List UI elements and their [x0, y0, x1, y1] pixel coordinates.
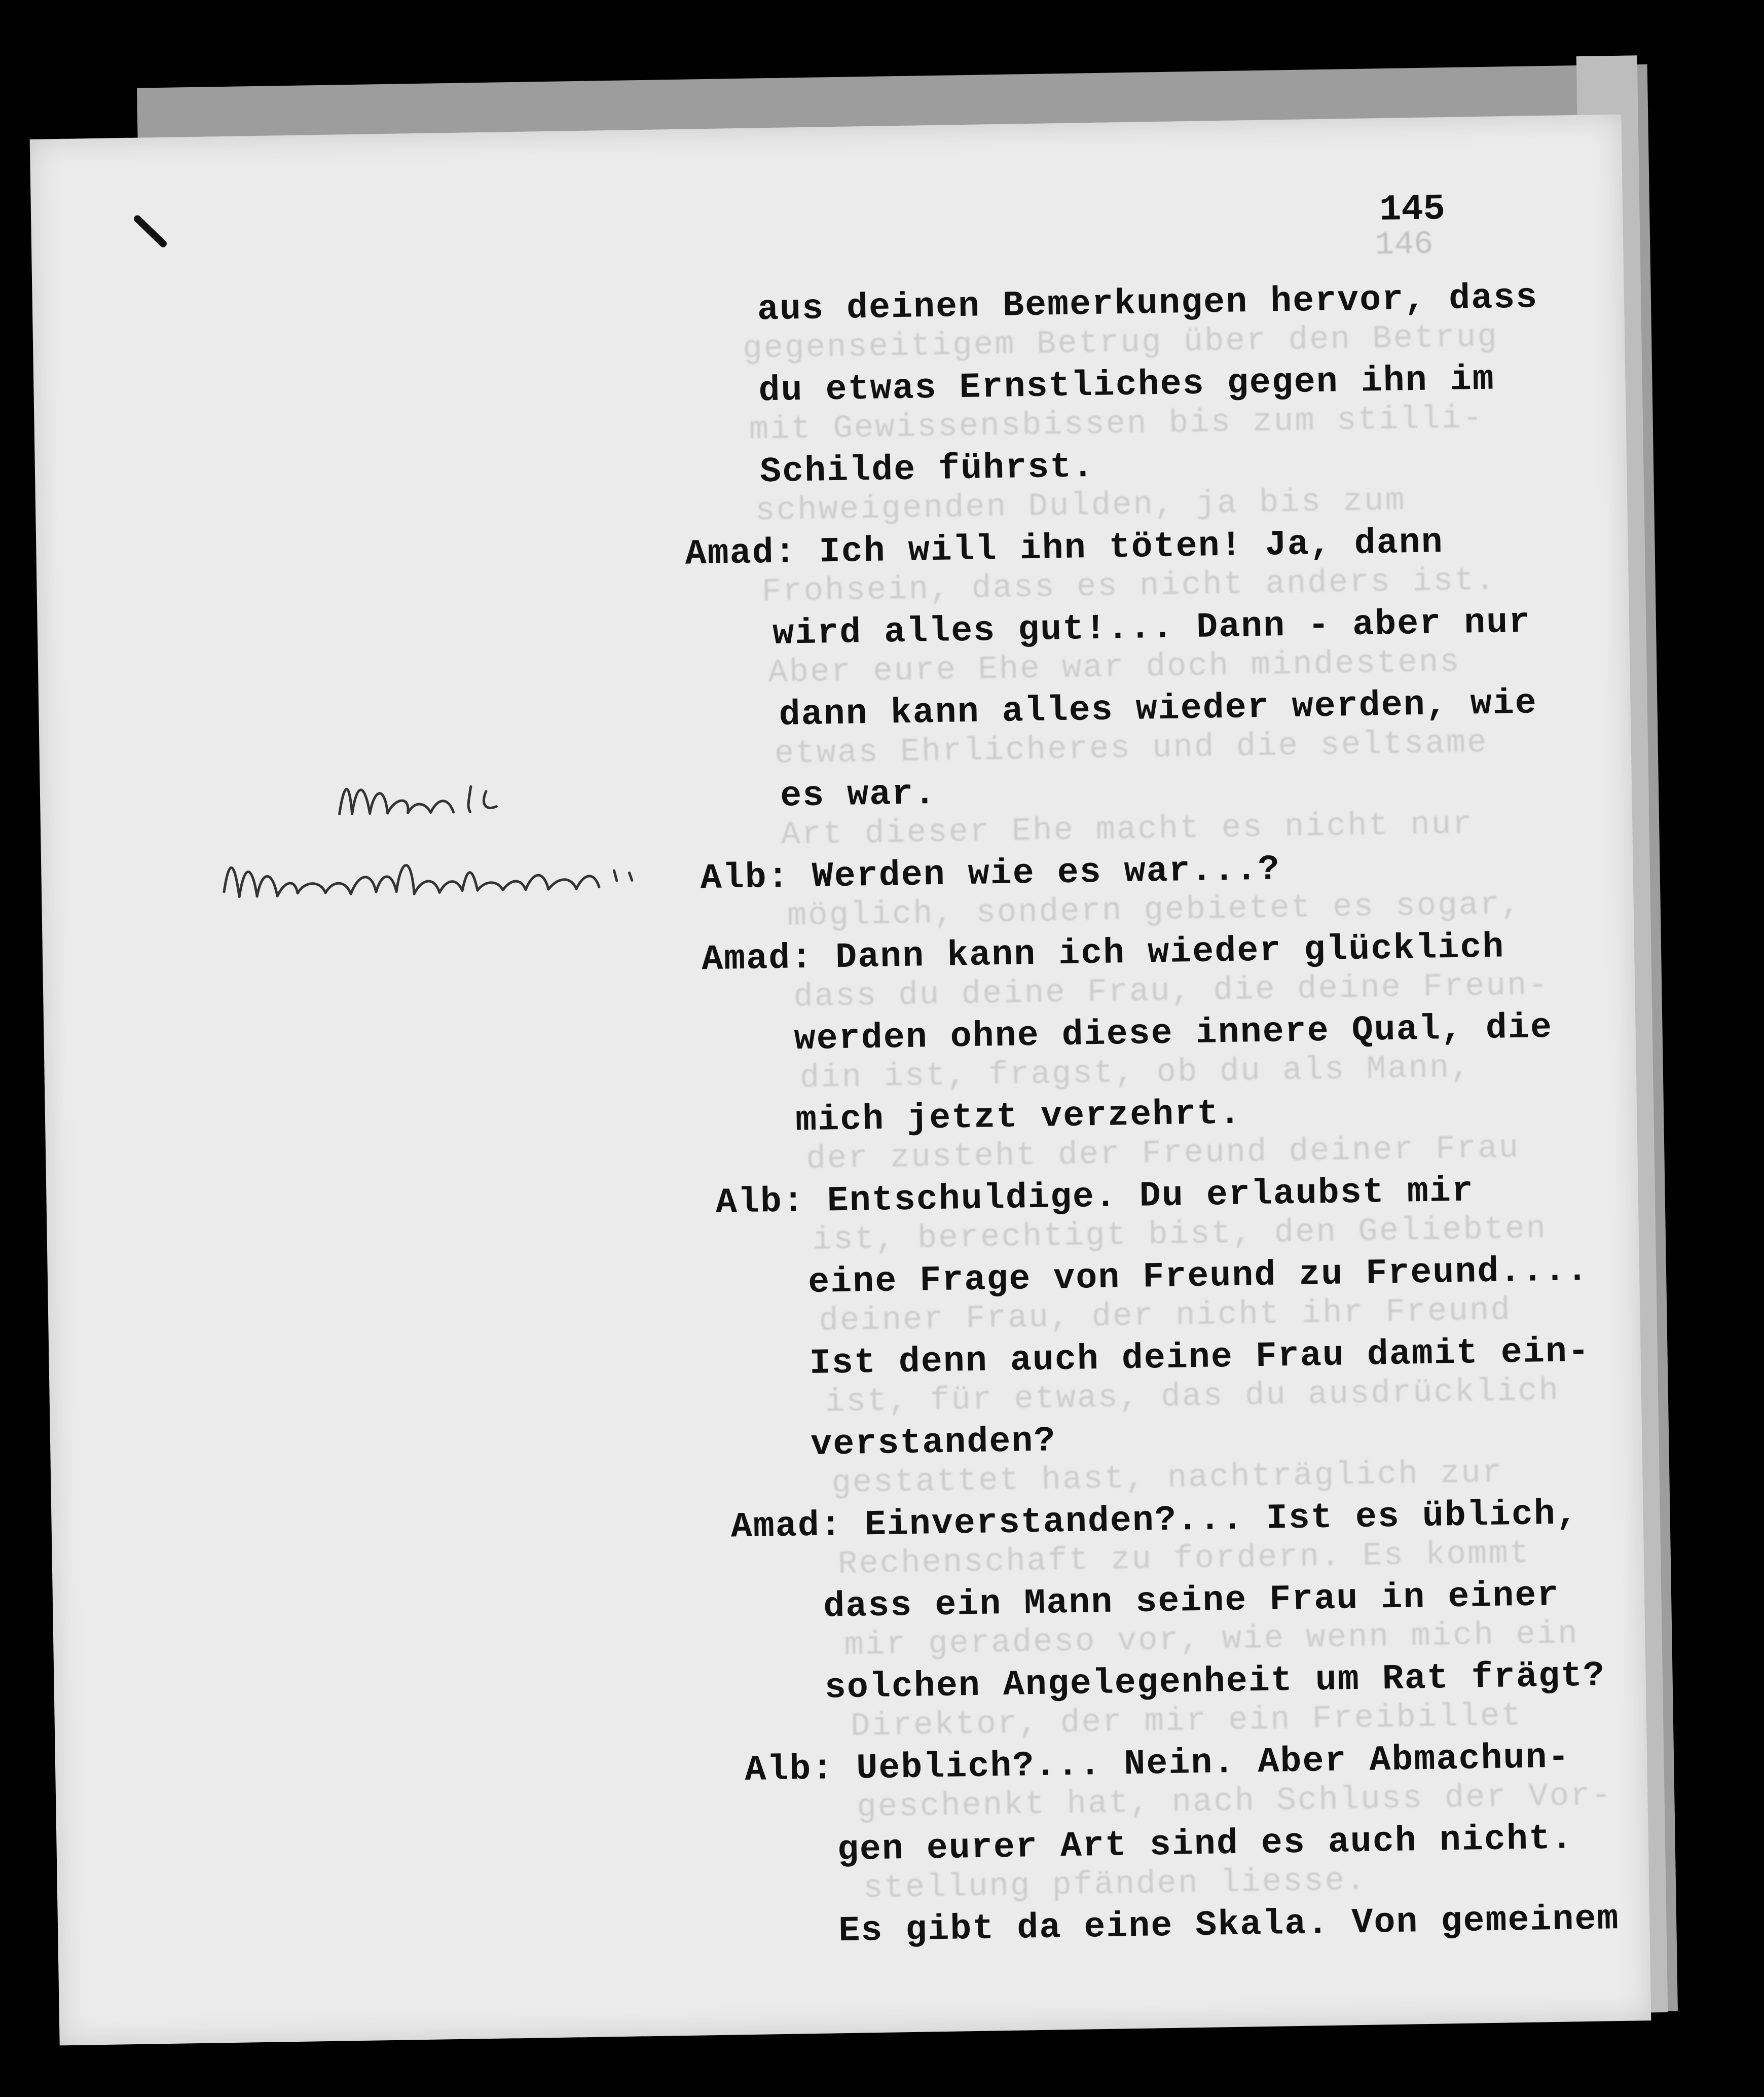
- text-line: wird alles gut!... Dann - aber nur: [772, 602, 1531, 655]
- show-through-line: Rechenschaft zu fordern. Es kommt: [837, 1535, 1531, 1583]
- handwritten-margin-note: [156, 726, 767, 954]
- text-line: werden ohne diese innere Qual, die: [794, 1007, 1553, 1060]
- typewritten-page: [30, 115, 1651, 2046]
- show-through-line: möglich, sondern gebietet es sogar,: [787, 886, 1522, 935]
- show-through-line: Aber eure Ehe war doch mindestens: [767, 644, 1461, 692]
- punch-mark: [132, 213, 173, 254]
- text-line: dass ein Mann seine Frau in einer: [823, 1575, 1560, 1628]
- show-through-line: deiner Frau, der nicht ihr Freund: [818, 1292, 1512, 1340]
- show-through-line: stellung pfänden liesse.: [863, 1862, 1368, 1907]
- page-number-show-through: 146: [1374, 226, 1434, 264]
- text-line: aus deinen Bemerkungen hervor, dass: [757, 278, 1538, 331]
- text-line: gen eurer Art sind es auch nicht.: [837, 1819, 1574, 1871]
- show-through-line: geschenkt hat, nach Schluss der Vor-: [856, 1778, 1613, 1826]
- show-through-line: Frohsein, dass es nicht anders ist.: [761, 562, 1497, 611]
- show-through-line: din ist, fragst, ob du als Mann,: [799, 1050, 1472, 1097]
- dialogue-line-alb: Alb: Werden wie es war...?: [700, 850, 1281, 899]
- text-line: eine Frage von Freund zu Freund....: [807, 1250, 1589, 1304]
- dialogue-line-amad: Amad: Ich will ihn töten! Ja, dann: [685, 523, 1444, 575]
- text-line: mich jetzt verzehrt.: [795, 1094, 1242, 1141]
- text-line: Es gibt da eine Skala. Von gemeinem: [838, 1899, 1620, 1952]
- show-through-line: ist, für etwas, das du ausdrücklich: [825, 1372, 1560, 1421]
- show-through-line: gegenseitigem Betrug über den Betrug: [742, 319, 1499, 368]
- show-through-line: mit Gewissensbissen bis zum stilli-: [749, 400, 1484, 449]
- dialogue-line-alb: Alb: Ueblich?... Nein. Aber Abmachun-: [744, 1738, 1571, 1791]
- show-through-line: dass du deine Frau, die deine Freun-: [793, 967, 1550, 1016]
- show-through-line: mir geradeso vor, wie wenn mich ein: [843, 1616, 1579, 1665]
- show-through-line: ist, berechtigt bist, den Geliebten: [812, 1211, 1548, 1259]
- text-line: Ist denn auch deine Frau damit ein-: [809, 1331, 1591, 1385]
- text-line: verstanden?: [810, 1421, 1056, 1466]
- text-line: Schilde führst.: [759, 447, 1095, 493]
- text-line: du etwas Ernstliches gegen ihn im: [758, 359, 1495, 412]
- dialogue-line-alb: Alb: Entschuldige. Du erlaubst mir: [715, 1171, 1475, 1223]
- text-line: dann kann alles wieder werden, wie: [779, 683, 1538, 736]
- show-through-line: gestattet hast, nachträglich zur: [831, 1455, 1503, 1502]
- dialogue-line-amad: Amad: Einverstanden?... Ist es üblich,: [730, 1494, 1579, 1548]
- show-through-line: Art dieser Ehe macht es nicht nur: [780, 806, 1474, 854]
- show-through-line: der zusteht der Freund deiner Frau: [805, 1130, 1520, 1178]
- show-through-line: schweigenden Dulden, ja bis zum: [755, 483, 1407, 530]
- show-through-line: etwas Ehrlicheres und die seltsame: [774, 725, 1489, 773]
- page-number: 145: [1379, 188, 1446, 231]
- show-through-line: Direktor, der mir ein Freibillet: [850, 1698, 1523, 1745]
- text-line: solchen Angelegenheit um Rat frägt?: [824, 1656, 1606, 1709]
- dialogue-line-amad: Amad: Dann kann ich wieder glücklich: [701, 927, 1505, 981]
- text-line: es war.: [780, 774, 937, 817]
